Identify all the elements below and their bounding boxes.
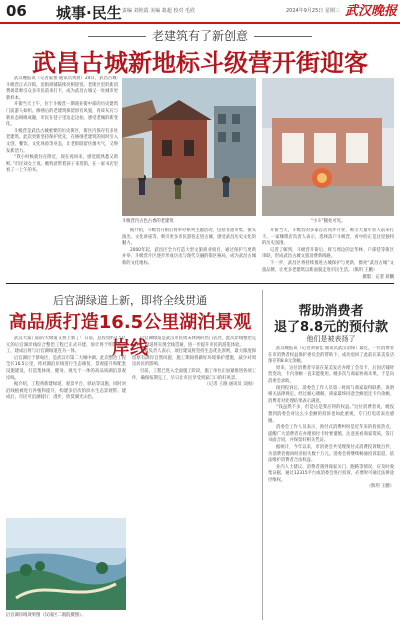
paragraph: 开街当天，斗级营的多家首店同步开业，吸引大量年轻人前来打卡。一家咖啡店负责人表示，选择落户斗级营，看中的正是这里独特的历史氛围。 [262, 228, 394, 247]
paragraph: 据介绍，工程将新建绿道、观景平台、驿站等设施，同时对沿线植被进行补植和提升，构建多层次的滨水生态景观带。建成后，市民可沿湖骑行、漫步，欣赏湖光山色。 [6, 382, 126, 401]
paragraph: 据介绍，斗级营开街后将举办系列主题活动，包括非遗市集、街头演出、文化讲座等，吸引更多市民游客走进古城，感受武昌历史文化的魅力。 [122, 228, 256, 247]
paragraph: 接到投诉后，消委会工作人员第一时间与商家取得联系，说明相关法律规定。经过耐心调解，商家最终同意全额退还卡内余额，消费者对处理结果表示满意。 [268, 385, 394, 404]
story3-kicker: 他们是被表扬了 [306, 335, 356, 343]
paragraph: “钱虽然不多，但是这是我应得的权益。”这位消费者说，她没想到消委会对这么小金额的投诉也如此重视，专门打电话表达感谢。 [268, 405, 394, 424]
issue-date: 2024年9月25日 星期三 [286, 8, 340, 14]
story1-column-2 [122, 228, 256, 274]
story2-photo [6, 518, 126, 610]
page-number: 06 [6, 2, 27, 20]
paragraph: 目前，工程已进入全面施工阶段，施工单位正加紧推进各项工作，确保按期完工，早日让市民享受到家门口的好风景。 [132, 368, 256, 381]
story2-author-note: （记者 王晓 通讯员 吴刚） [204, 382, 256, 388]
section-title: 城事·民生 [56, 4, 122, 22]
paragraph: 工程负责人表示，项目建设将坚持生态优先原则，最大限度保留原有湖岸自然风貌，施工期间将做好环境保护措施，减少对周边居民的影响。 [132, 349, 256, 368]
story1-column-3 [262, 228, 394, 272]
paragraph: 斗级营是武昌古城重要的历史街区，街区内保存有多处老建筑。此次更新坚持保护优先，在修缮老建筑的同时引入文创、餐饮、文化体验等业态，让老街既留住烟火气，又焕发新活力。 [6, 128, 118, 154]
story1-author-note: 摄影：记者 蒋鹏 [362, 275, 394, 280]
paragraph: 武汉大家门前的大绿道又将上新了！日前，总投资约2.5亿元的后官湖岸线综合整治工程已正式开建，预计将于明年底完工，建成后将与后官湖绿道连为一体。 [6, 336, 126, 355]
story2-headline: 高品质打造16.5公里湖泊景观岸线 [8, 312, 252, 359]
editors-line: 责编 刘艳霞 美编 葛超 校对 毛欣 [122, 8, 195, 14]
story1-photo-1-caption: 斗级营内古色古香的老建筑 [122, 219, 174, 224]
story2-column-1 [6, 336, 126, 514]
story3-headline-line-2: 退了8.8元的预付款 [273, 320, 389, 335]
story1-photo-1 [122, 78, 256, 216]
paragraph: 据统计，今年以来，市消委会共受理预付式消费投诉数百件，为消费者挽回经济损失数十万元。消委会将继续畅通投诉渠道，依法维护消费者合法权益。 [268, 444, 394, 464]
section-divider [6, 283, 394, 284]
paragraph: 原来，这位消费者早前在某美发店办理了会员卡，后因店铺经营变动，卡内余额一直未能使用。她多次与商家协商未果，于是向消委会求助。 [268, 365, 394, 384]
paragraph: 武汉晚报讯（记者董蕾 通讯员黄晨）24日，武昌古城·斗级营正式开街，沿街商铺陆续亮相迎客。老街区里的新消费场景吸引众多市民前来打卡，成为武昌古城又一处城市更新样本。 [6, 76, 118, 101]
paragraph: （熊玥 王鹏） [366, 484, 394, 490]
story1-headline: 武昌古城新地标斗级营开街迎客 [32, 49, 368, 77]
story2-photo-caption: 后官湖岸线效果图（汉南区二航院摄图）。 [6, 613, 86, 618]
paragraph: 业内人士建议，消费者遇到商家关门、跑路等情况，应及时收集证据，通过12315平台或消委会进行投诉，必要时可通过法律途径维权。 [268, 464, 394, 483]
paragraph: 武汉晚报讯（记者刘睿佳 通讯员武汉消保）最近，一位消费者在市消费者权益保护委员会的帮助下，成功退回了此前在某美发店预存的8.8元余额。 [268, 346, 394, 365]
paragraph: “我小时候就住在附近，现在再回来，感觉既熟悉又新鲜。”市民刘女士说。她特意带着孩子来逛街，在一家书店里看了一上午的书。 [6, 155, 118, 174]
story1-photo-2 [262, 78, 394, 216]
paragraph: 下一步，武昌区将持续推进古城保护与更新，擦亮“武昌古城”文旅品牌，让更多老建筑以新面貌走进市民生活。（熊玥 王鹏） [262, 260, 394, 272]
story2-kicker: 后官湖绿道上新，即将全线贯通 [53, 294, 207, 307]
header-rule [0, 22, 400, 24]
newspaper-logo: 武汉晚报 [345, 4, 398, 19]
paragraph: 开街当天上午，位于斗级营一期商业街中部的历史建筑门前游人如织。修缮后的老建筑保留原有风貌，青砖灰瓦与新业态相映成趣，市民在巷子里边走边拍，感受老城的新变化。 [6, 102, 118, 128]
paragraph: 消委会工作人员表示，预付式消费纠纷是近年来的投诉热点，提醒广大消费者在办理预付卡时要谨慎，注意查看商家资质，签订书面合同，并保留好相关凭证。 [268, 425, 394, 444]
story1-photo-2-caption: “小斗”随处可见。 [310, 219, 346, 224]
story1-kicker-row [0, 27, 400, 44]
paragraph: 后官湖位于蔡甸区，是武汉市第二大城中湖。此次整治工程全长16.5公里，将对湖泊岸线进行生态修复、景观提升和配套设施建设，打造集休闲、健身、观光于一体的高品质湖泊景观岸线。 [6, 355, 126, 381]
story3-headline-line-1: 帮助消费者 [298, 304, 364, 319]
story1-column-1 [6, 76, 118, 274]
page-header [0, 0, 400, 24]
paragraph: 记者了解到，斗级营开街后，将与周边的昙华林、户部巷等街区串联，形成武昌古城文旅消费新线路。 [262, 247, 394, 260]
story3-body [268, 346, 394, 620]
paragraph: 后官湖绿道是武汉市民周末休闲的热门去处，此次岸线整治完成后，绿道将实现全线贯通，进一步提升市民的游览体验。 [132, 336, 256, 348]
paragraph: 2000年起，武昌区全力打造大型文旅商业项目，通过保护与更新并举，斗级营片区逐步形成历史与现代交融的街区格局，成为武昌古城新的文化地标。 [122, 247, 256, 266]
story2-column-2 [132, 336, 256, 610]
story1-kicker: 老建筑有了新创意 [151, 29, 248, 43]
column-divider [262, 290, 263, 620]
